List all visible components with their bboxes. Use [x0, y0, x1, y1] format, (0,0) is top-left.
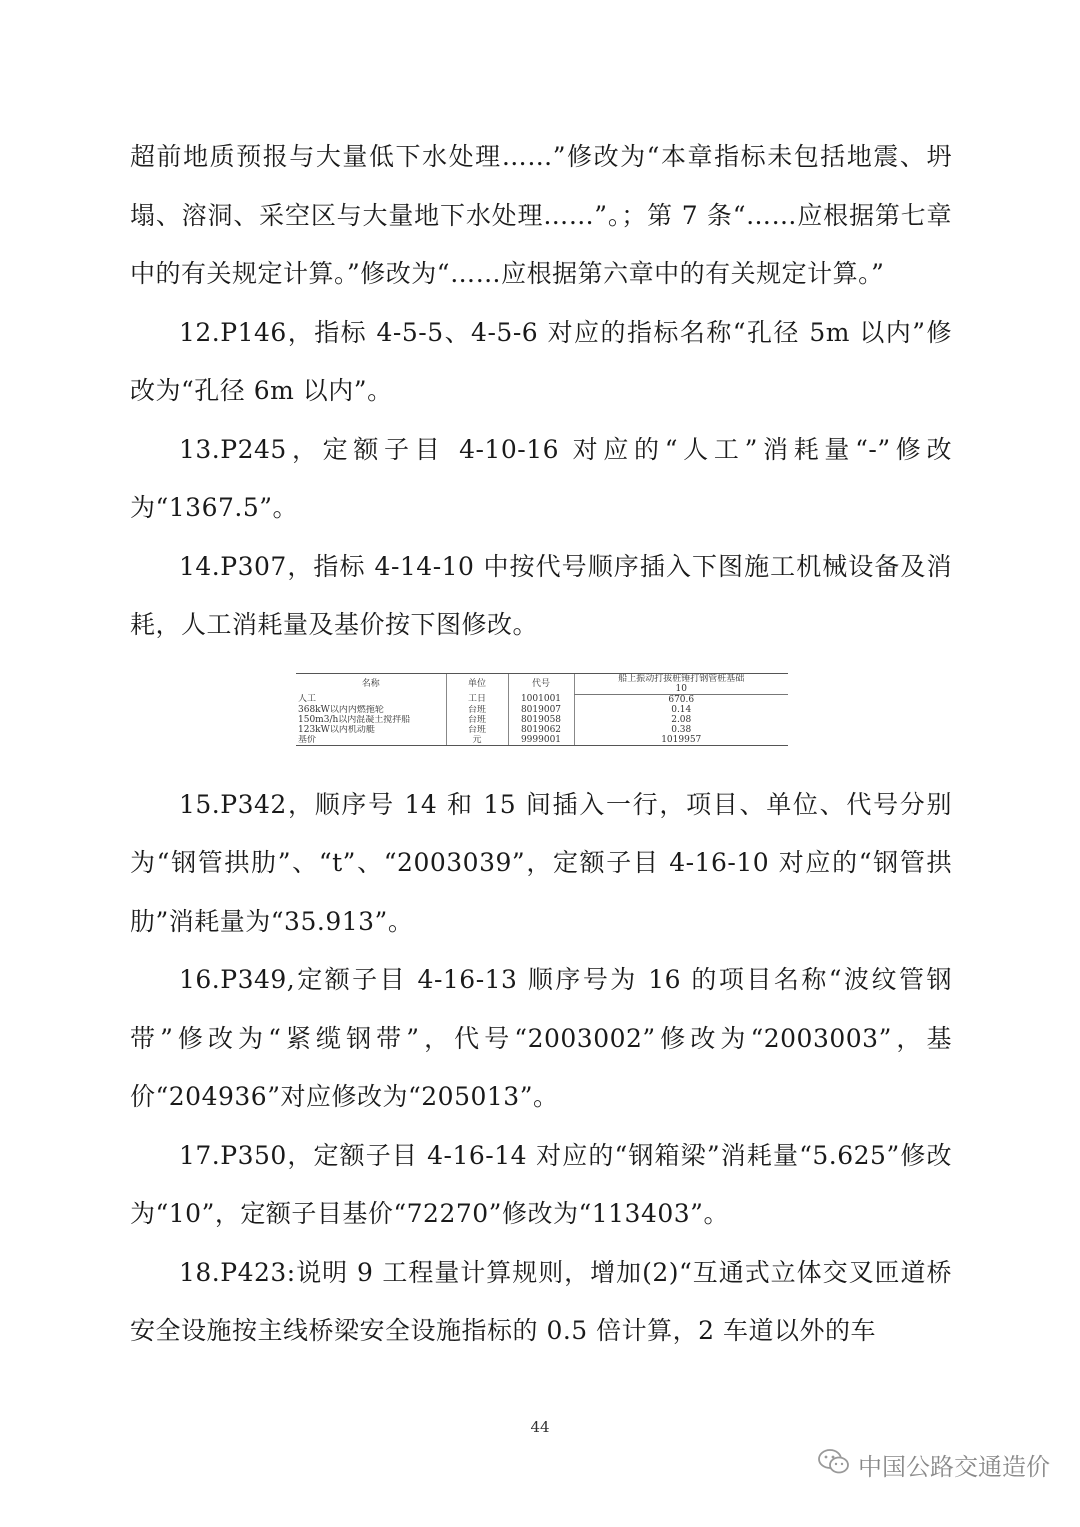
wechat-watermark — [818, 1447, 1050, 1482]
paragraph-item-12: 12.P146，指标 4-5-5、4-5-6 对应的指标名称“孔径 5m 以内”修改为“孔径 6m 以内”。 — [130, 317, 952, 405]
row-code: 1001001 — [508, 694, 574, 705]
table-row — [296, 735, 788, 746]
row-unit: 工日 — [446, 694, 508, 705]
table-row — [296, 694, 788, 705]
document-body — [130, 128, 952, 1361]
row-name: 人工 — [298, 694, 317, 705]
row-name: 基价 — [296, 735, 446, 746]
table-row — [296, 725, 788, 735]
paragraph-item-17: 17.P350，定额子目 4-16-14 对应的“钢箱梁”消耗量“5.625”修改为“10”，定额子目基价“72270”修改为“113403”。 — [130, 1140, 952, 1228]
paragraph-continuation: 超前地质预报与大量低下水处理……”修改为“本章指标未包括地震、坍塌、溶洞、采空区与大量地下水处理……”。；第 7 条“……应根据第七章中的有关规定计算。”修改为“……应根据第六章中的有关规定计算。” — [130, 142, 952, 288]
row-unit: 台班 — [446, 705, 508, 715]
row-unit: 元 — [446, 735, 508, 746]
figure-header-unit: 单位 — [446, 673, 508, 694]
row-code: 8019058 — [508, 715, 574, 725]
table-row — [296, 705, 788, 715]
paragraph-item-16: 16.P349,定额子目 4-16-13 顺序号为 16 的项目名称“波纹管钢带”修改为“紧缆钢带”，代号“2003002”修改为“2003003”，基价“204936”对应修改为“205013”。 — [130, 965, 952, 1111]
paragraph-item-13: 13.P245，定额子目 4-10-16 对应的“人工”消耗量“-”修改为“1367.5”。 — [130, 434, 952, 522]
paragraph-item-14: 14.P307，指标 4-14-10 中按代号顺序插入下图施工机械设备及消耗，人工消耗量及基价按下图修改。 — [130, 551, 952, 639]
watermark-text: 中国公路交通造价 — [858, 1453, 1050, 1481]
row-unit: 台班 — [446, 715, 508, 725]
figure-header-code: 代号 — [508, 673, 574, 694]
row-code: 8019007 — [508, 705, 574, 715]
paragraph-item-15: 15.P342，顺序号 14 和 15 间插入一行，项目、单位、代号分别为“钢管拱肋”、“t”、“2003039”，定额子目 4-16-10 对应的“钢管拱肋”消耗量为“35.913”。 — [130, 789, 952, 936]
row-value: 0.38 — [574, 725, 788, 735]
row-value: 2.08 — [574, 715, 788, 725]
row-unit: 台班 — [446, 725, 508, 735]
row-name: 368kW以内内燃拖轮 — [298, 704, 384, 715]
figure-header-group: 船上振动打拔桩锤打钢管桩基础 — [574, 673, 788, 684]
page-number: 44 — [530, 1418, 550, 1436]
row-value: 1019957 — [574, 735, 788, 746]
figure-table-container — [296, 673, 788, 746]
row-value: 670.6 — [574, 694, 788, 705]
row-code: 8019062 — [508, 725, 574, 735]
table-row — [296, 715, 788, 725]
figure-table-header-row — [296, 673, 788, 684]
row-name: 150m3/h以内混凝土搅拌船 — [298, 714, 411, 725]
row-value: 0.14 — [574, 705, 788, 715]
paragraph-item-18: 18.P423:说明 9 工程量计算规则，增加(2)“互通式立体交叉匝道桥安全设施按主线桥梁安全设施指标的 0.5 倍计算，2 车道以外的车 — [130, 1257, 952, 1345]
figure-table — [296, 673, 788, 746]
wechat-icon — [818, 1449, 858, 1481]
figure-header-sub: 10 — [574, 684, 788, 695]
row-name: 123kW以内机动艇 — [298, 724, 375, 735]
figure-header-name: 名称 — [296, 673, 446, 694]
row-code: 9999001 — [508, 735, 574, 746]
